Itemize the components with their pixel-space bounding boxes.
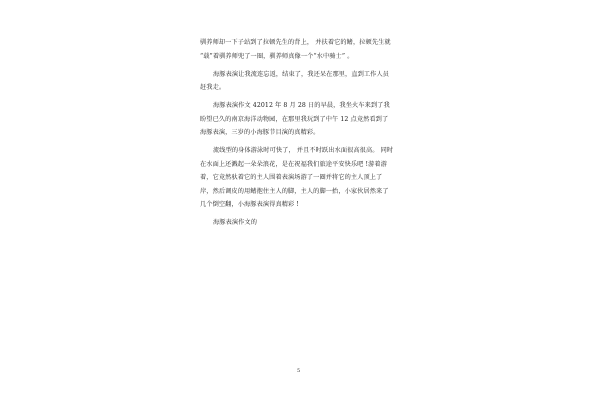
paragraph-5 — [200, 216, 410, 230]
text-line: 海豚表演作文 42012 年 8 月 28 日的早晨，我坐火车来到了我 — [213, 102, 390, 109]
paragraph-4 — [200, 144, 410, 212]
paragraph-3 — [200, 99, 410, 140]
text-line: 在水面上还溅起一朵朵浪花，是在祝福我们旅途平安快乐吧 !游着游 — [200, 160, 387, 168]
text-line: 流线型的身体游泳时可快了， 并且不时跃出水面很高很高。 同时 — [213, 147, 394, 154]
text-line: 盼望已久的南京海洋动物园，在那里我玩到了中午 12 点竟然看到了 — [200, 115, 389, 123]
text-line: 岸，然后调皮的用鳍抱住主人的脚，主人的脚一抬，小家伙居然来了 — [200, 187, 389, 195]
text-line: 驯养师却一下子站到了拉顿先生的背上， 并扶着它的鳍，拉顿先生就 — [200, 39, 391, 46]
text-line: 赶我走。 — [200, 84, 226, 91]
text-line: “载”着驯养师兜了一圈，驯养师真像一个“水中骑士” 。 — [200, 52, 354, 60]
paragraph-2 — [200, 68, 410, 95]
body-text — [200, 36, 410, 234]
text-line: 海豚表演作文的 — [213, 219, 258, 226]
page-number: 5 — [297, 368, 301, 374]
text-line: 着，它竟然驮着它的主人围着表演场游了一圈并将它的主人顶上了 — [200, 174, 383, 181]
text-line: 几个倒空翻，小海豚表演得真精彩 ! — [200, 201, 299, 208]
text-line: 海豚表演让我流连忘返，结束了，我还呆在那里，直到工作人员 — [213, 70, 390, 78]
paragraph-1 — [200, 36, 410, 63]
text-line: 海豚表演，三岁的小海豚节目演的真精彩。 — [200, 129, 320, 136]
